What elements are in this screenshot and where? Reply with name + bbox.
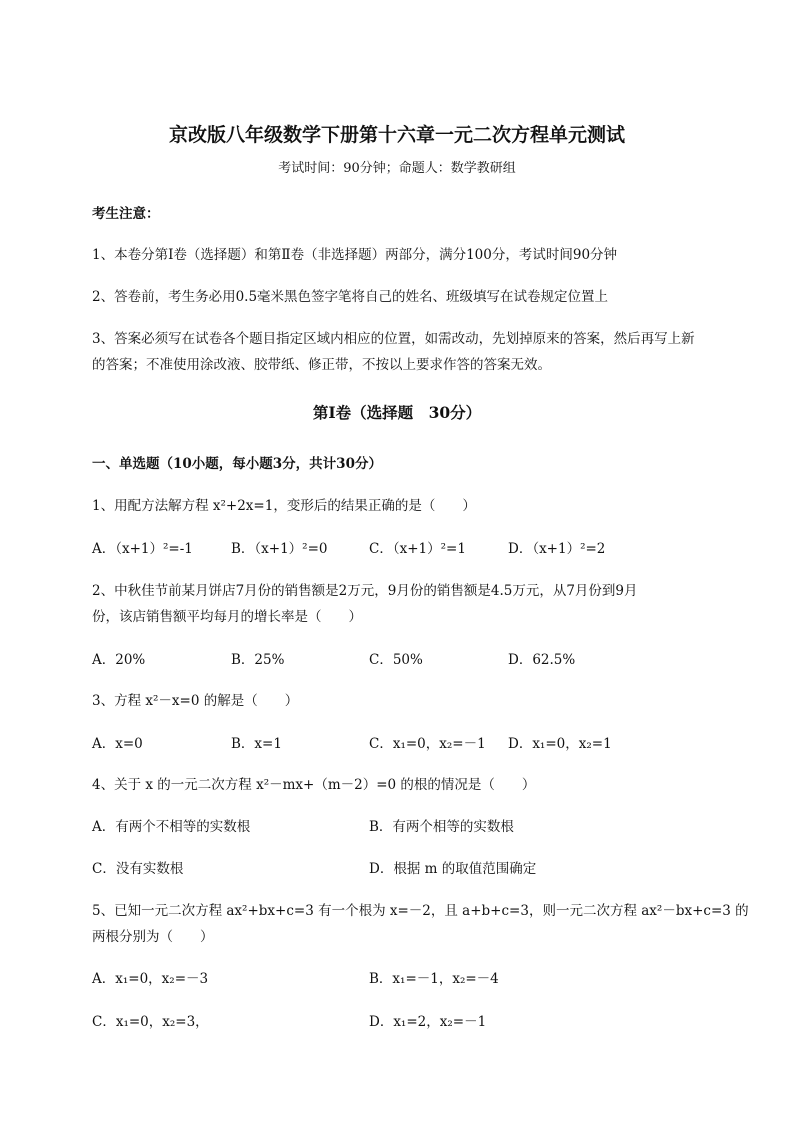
exam-title: 京改版八年级数学下册第十六章一元二次方程单元测试 <box>168 124 625 146</box>
question-2-option-a[interactable]: A．20% <box>92 652 146 668</box>
question-3-option-c[interactable]: C．x₁=0，x₂=－1 <box>369 736 486 752</box>
question-5-option-a[interactable]: A．x₁=0，x₂=－3 <box>92 971 209 987</box>
question-4-option-c[interactable]: C．没有实数根 <box>92 861 184 877</box>
notice-item-3: 3、答案必须写在试卷各个题目指定区域内相应的位置，如需改动，先划掉原来的答案，然后再写上新 <box>92 331 695 347</box>
question-1-option-a[interactable]: A．（x+1）²=-1 <box>92 541 193 557</box>
question-1-option-b[interactable]: B．（x+1）²=0 <box>231 541 328 557</box>
question-2-option-d[interactable]: D．62.5% <box>508 652 576 668</box>
question-5-stem: 5、已知一元二次方程 ax²+bx+c=3 有一个根为 x=－2，且 a+b+c=3，则一元二次方程 ax²－bx+c=3 的 <box>92 903 749 919</box>
notice-heading: 考生注意： <box>92 206 160 222</box>
question-5-stem-cont: 两根分别为（ ） <box>92 929 214 945</box>
question-2-stem-cont: 份，该店销售额平均每月的增长率是（ ） <box>92 609 362 625</box>
question-5-option-d[interactable]: D．x₁=2，x₂=－1 <box>369 1014 487 1030</box>
question-4-option-a[interactable]: A．有两个不相等的实数根 <box>92 819 251 835</box>
question-1-option-d[interactable]: D．（x+1）²=2 <box>508 541 606 557</box>
question-4-option-d[interactable]: D．根据 m 的取值范围确定 <box>369 861 537 877</box>
question-1-stem: 1、用配方法解方程 x²+2x=1，变形后的结果正确的是（ ） <box>92 498 476 514</box>
question-3-option-b[interactable]: B．x=1 <box>231 736 282 752</box>
notice-item-1: 1、本卷分第I卷（选择题）和第Ⅱ卷（非选择题）两部分，满分100分，考试时间90分钟 <box>92 247 618 263</box>
question-5-option-b[interactable]: B．x₁=－1，x₂=－4 <box>369 971 499 987</box>
question-3-stem: 3、方程 x²－x=0 的解是（ ） <box>92 693 299 709</box>
question-5-option-c[interactable]: C．x₁=0，x₂=3， <box>92 1014 209 1030</box>
question-4-stem: 4、关于 x 的一元二次方程 x²－mx+（m－2）=0 的根的情况是（ ） <box>92 777 536 793</box>
question-2-stem: 2、中秋佳节前某月饼店7月份的销售额是2万元，9月份的销售额是4.5万元，从7月份到9月 <box>92 583 638 599</box>
question-3-option-a[interactable]: A．x=0 <box>92 736 143 752</box>
question-4-option-b[interactable]: B．有两个相等的实数根 <box>369 819 514 835</box>
notice-item-2: 2、答卷前，考生务必用0.5毫米黑色签字笔将自己的姓名、班级填写在试卷规定位置上 <box>92 289 609 305</box>
exam-subtitle: 考试时间：90分钟；命题人：数学教研组 <box>278 161 516 176</box>
question-3-option-d[interactable]: D．x₁=0，x₂=1 <box>508 736 612 752</box>
question-2-option-b[interactable]: B．25% <box>231 652 285 668</box>
notice-item-3-cont: 的答案；不准使用涂改液、胶带纸、修正带，不按以上要求作答的答案无效。 <box>92 357 551 373</box>
question-2-option-c[interactable]: C．50% <box>369 652 423 668</box>
section-title: 第I卷（选择题 30分） <box>312 403 482 422</box>
question-1-option-c[interactable]: C．（x+1）²=1 <box>369 541 466 557</box>
part-heading: 一、单选题（10小题，每小题3分，共计30分） <box>92 456 382 472</box>
